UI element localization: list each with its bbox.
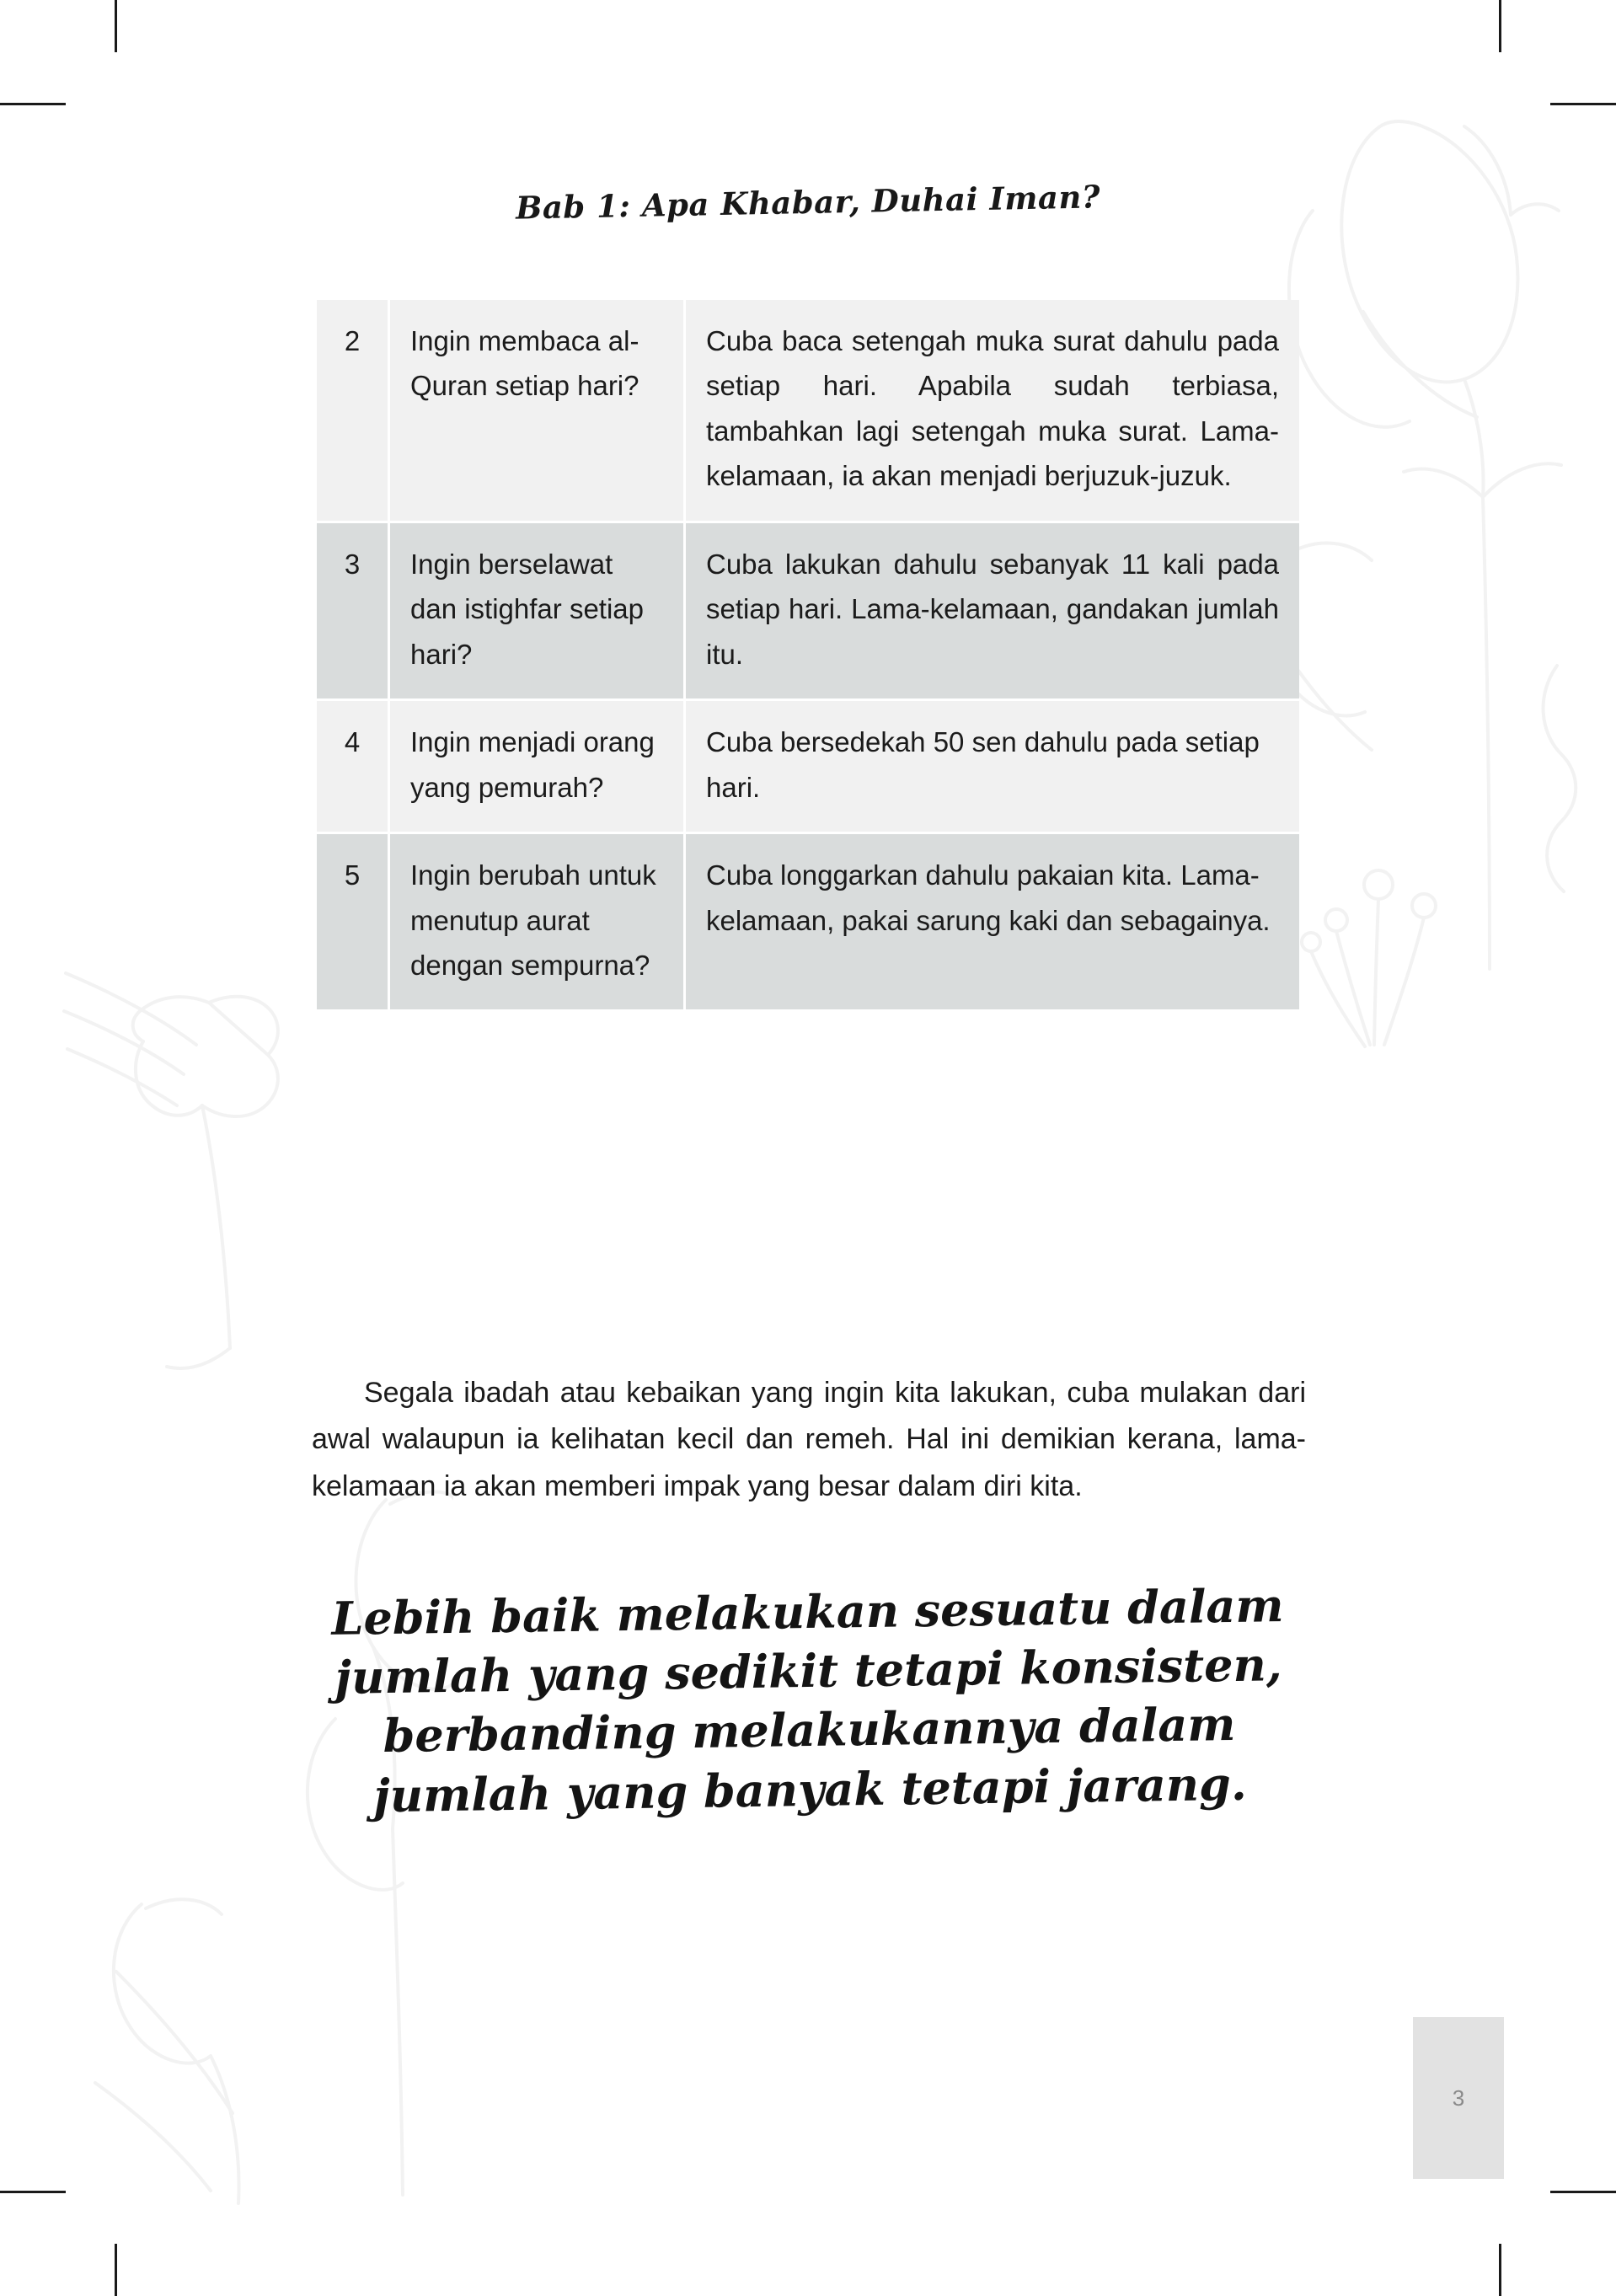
pull-quote-line: Lebih baik melakukan sesuatu dalam [331, 1578, 1284, 1646]
row-number: 5 [317, 834, 388, 1009]
botanical-watermark-left [15, 893, 453, 2208]
crop-mark-bottom-right-horizontal [1550, 2191, 1616, 2193]
row-number: 3 [317, 523, 388, 698]
row-number: 2 [317, 300, 388, 521]
crop-mark-bottom-left-horizontal [0, 2191, 66, 2193]
tips-table-body [317, 300, 1299, 1009]
page-number-box [1413, 2017, 1504, 2179]
row-answer: Cuba longgarkan dahulu pakaian kita. Lama-kelamaan, pakai sarung kaki dan sebagainya. [686, 834, 1299, 1009]
table-row [317, 523, 1299, 698]
crop-mark-bottom-right-vertical [1499, 2244, 1501, 2296]
row-number: 4 [317, 701, 388, 832]
crop-mark-top-left-horizontal [0, 103, 66, 105]
table-row [317, 701, 1299, 832]
pull-quote-line: jumlah yang banyak tetapi jarang. [372, 1756, 1248, 1822]
crop-mark-top-left-vertical [115, 0, 117, 52]
tips-table [314, 297, 1302, 1012]
table-row [317, 834, 1299, 1009]
table-row [317, 300, 1299, 521]
crop-mark-top-right-horizontal [1550, 103, 1616, 105]
body-paragraph: Segala ibadah atau kebaikan yang ingin kita lakukan, cuba mulakan dari awal walaupun ia kelihatan kecil dan remeh. Hal ini demikian kerana, lama-kelamaan ia akan memberi impak yang besar dalam diri kita. [312, 1377, 1306, 1502]
row-question: Ingin membaca al-Quran setiap hari? [390, 300, 683, 521]
page-number: 3 [1452, 2085, 1465, 2111]
crop-mark-top-right-vertical [1499, 0, 1501, 52]
row-question: Ingin berubah untuk menutup aurat dengan sempurna? [390, 834, 683, 1009]
row-answer: Cuba lakukan dahulu sebanyak 11 kali pada setiap hari. Lama-kelamaan, gandakan jumlah itu. [686, 523, 1299, 698]
pull-quote [251, 1575, 1367, 1827]
pull-quote-line: jumlah yang sedikit tetapi konsisten, [334, 1637, 1282, 1705]
crop-mark-bottom-left-vertical [115, 2244, 117, 2296]
row-question: Ingin menjadi orang yang pemurah? [390, 701, 683, 832]
row-answer: Cuba baca setengah muka surat dahulu pada setiap hari. Apabila sudah terbiasa, tambahkan lagi setengah muka surat. Lama-kelamaan, ia akan menjadi berjuzuk-juzuk. [686, 300, 1299, 521]
row-answer: Cuba bersedekah 50 sen dahulu pada setiap hari. [686, 701, 1299, 832]
row-question: Ingin berselawat dan istighfar setiap hari? [390, 523, 683, 698]
pull-quote-line: berbanding melakukannya dalam [383, 1697, 1236, 1763]
chapter-header: Bab 1: Apa Khabar, Duhai Iman? [515, 178, 1101, 227]
